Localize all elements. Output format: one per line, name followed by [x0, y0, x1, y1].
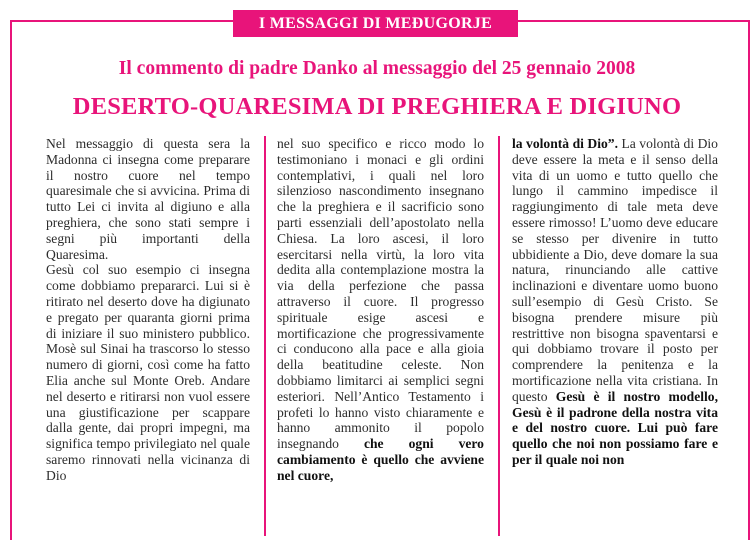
bold-emphasis: che ogni vero cambiamento è quello che avviene nel cuore, — [277, 436, 484, 483]
paragraph: Nel messaggio di questa sera la Madonna ci insegna come preparare il nostro cuore nel tempo quaresimale che si avvicina. Prima di tutto Lei ci invita al digiuno e alla preghiera, che sono stati sempre i segni più importanti della Quaresima. — [46, 136, 250, 262]
column-divider-right — [498, 136, 500, 536]
paragraph — [512, 136, 718, 468]
bold-emphasis: Gesù è il nostro modello, Gesù è il padrone della nostra vita e del nostro cuore. Lui può fare quello che noi non possiamo fare e per il quale noi non — [512, 388, 718, 467]
paragraph: Gesù col suo esempio ci insegna come dobbiamo prepararci. Lui si è ritirato nel deserto dove ha digiunato e pregato per quaranta giorni prima di iniziare il suo ministero pubblico. Mosè sul Sinai ha trascorso lo stesso numero di giorni, così come ha fatto Elia anche sul Monte Oreb. Andare nel deserto e ritirarsi non vuol essere una giustificazione per scappare dalla gente, dai propri impegni, ma significa tempo privilegiato nel quale saremo rinnovati nella vicinanza di Dio — [46, 262, 250, 483]
paragraph — [277, 136, 484, 484]
paragraph-text: La volontà di Dio deve essere la meta e il senso della vita di un uomo e tutto quello che lungo il cammino impedisce il raggiungimento di tale meta deve essere rimosso! L’uomo deve educare se stesso per divenire in tutto ubbidiente a Dio, deve domare la sua natura, rinunciando alle cattive inclinazioni e diventare uomo buono sull’esempio di Gesù Cristo. Se bisogna prendere misure più restrittive non bisogna spaventarsi e qui dobbiamo trovare il posto per comprendere la penitenza e la mortificazione nella vita cristiana. In questo — [512, 136, 718, 404]
article-column-2 — [277, 136, 484, 484]
paragraph-text: nel suo specifico e ricco modo lo testimoniano i monaci e gli ordini contemplativi, i quali nel loro silenzioso nascondimento insegnano che la preghiera e il sacrificio sono parti essenziali dell’apostolato nella Chiesa. La loro ascesi, il loro esercitarsi nella virtù, la loro vita dedita alla contemplazione mostra la via della perfezione che passa attraverso il cuore. Il progresso spirituale esige ascesi e mortificazione che progressivamente ci conducono alla pace e alla gioia della beatitudine celeste. Non dobbiamo limitarci ai semplici segni esteriori. Nell’Antico Testamento i profeti lo hanno visto chiaramente e hanno ammonito il popolo insegnando — [277, 136, 484, 452]
article-column-1 — [46, 136, 250, 484]
article-subtitle: Il commento di padre Danko al messaggio del 25 gennaio 2008 — [118, 58, 636, 79]
article-column-3 — [512, 136, 718, 468]
section-header: I MESSAGGI DI MEĐUGORJE — [233, 10, 518, 37]
article-title: DESERTO-QUARESIMA DI PREGHIERA E DIGIUNO — [72, 93, 682, 120]
column-divider-left — [264, 136, 266, 536]
bold-lead: la volontà di Dio”. — [512, 136, 618, 151]
